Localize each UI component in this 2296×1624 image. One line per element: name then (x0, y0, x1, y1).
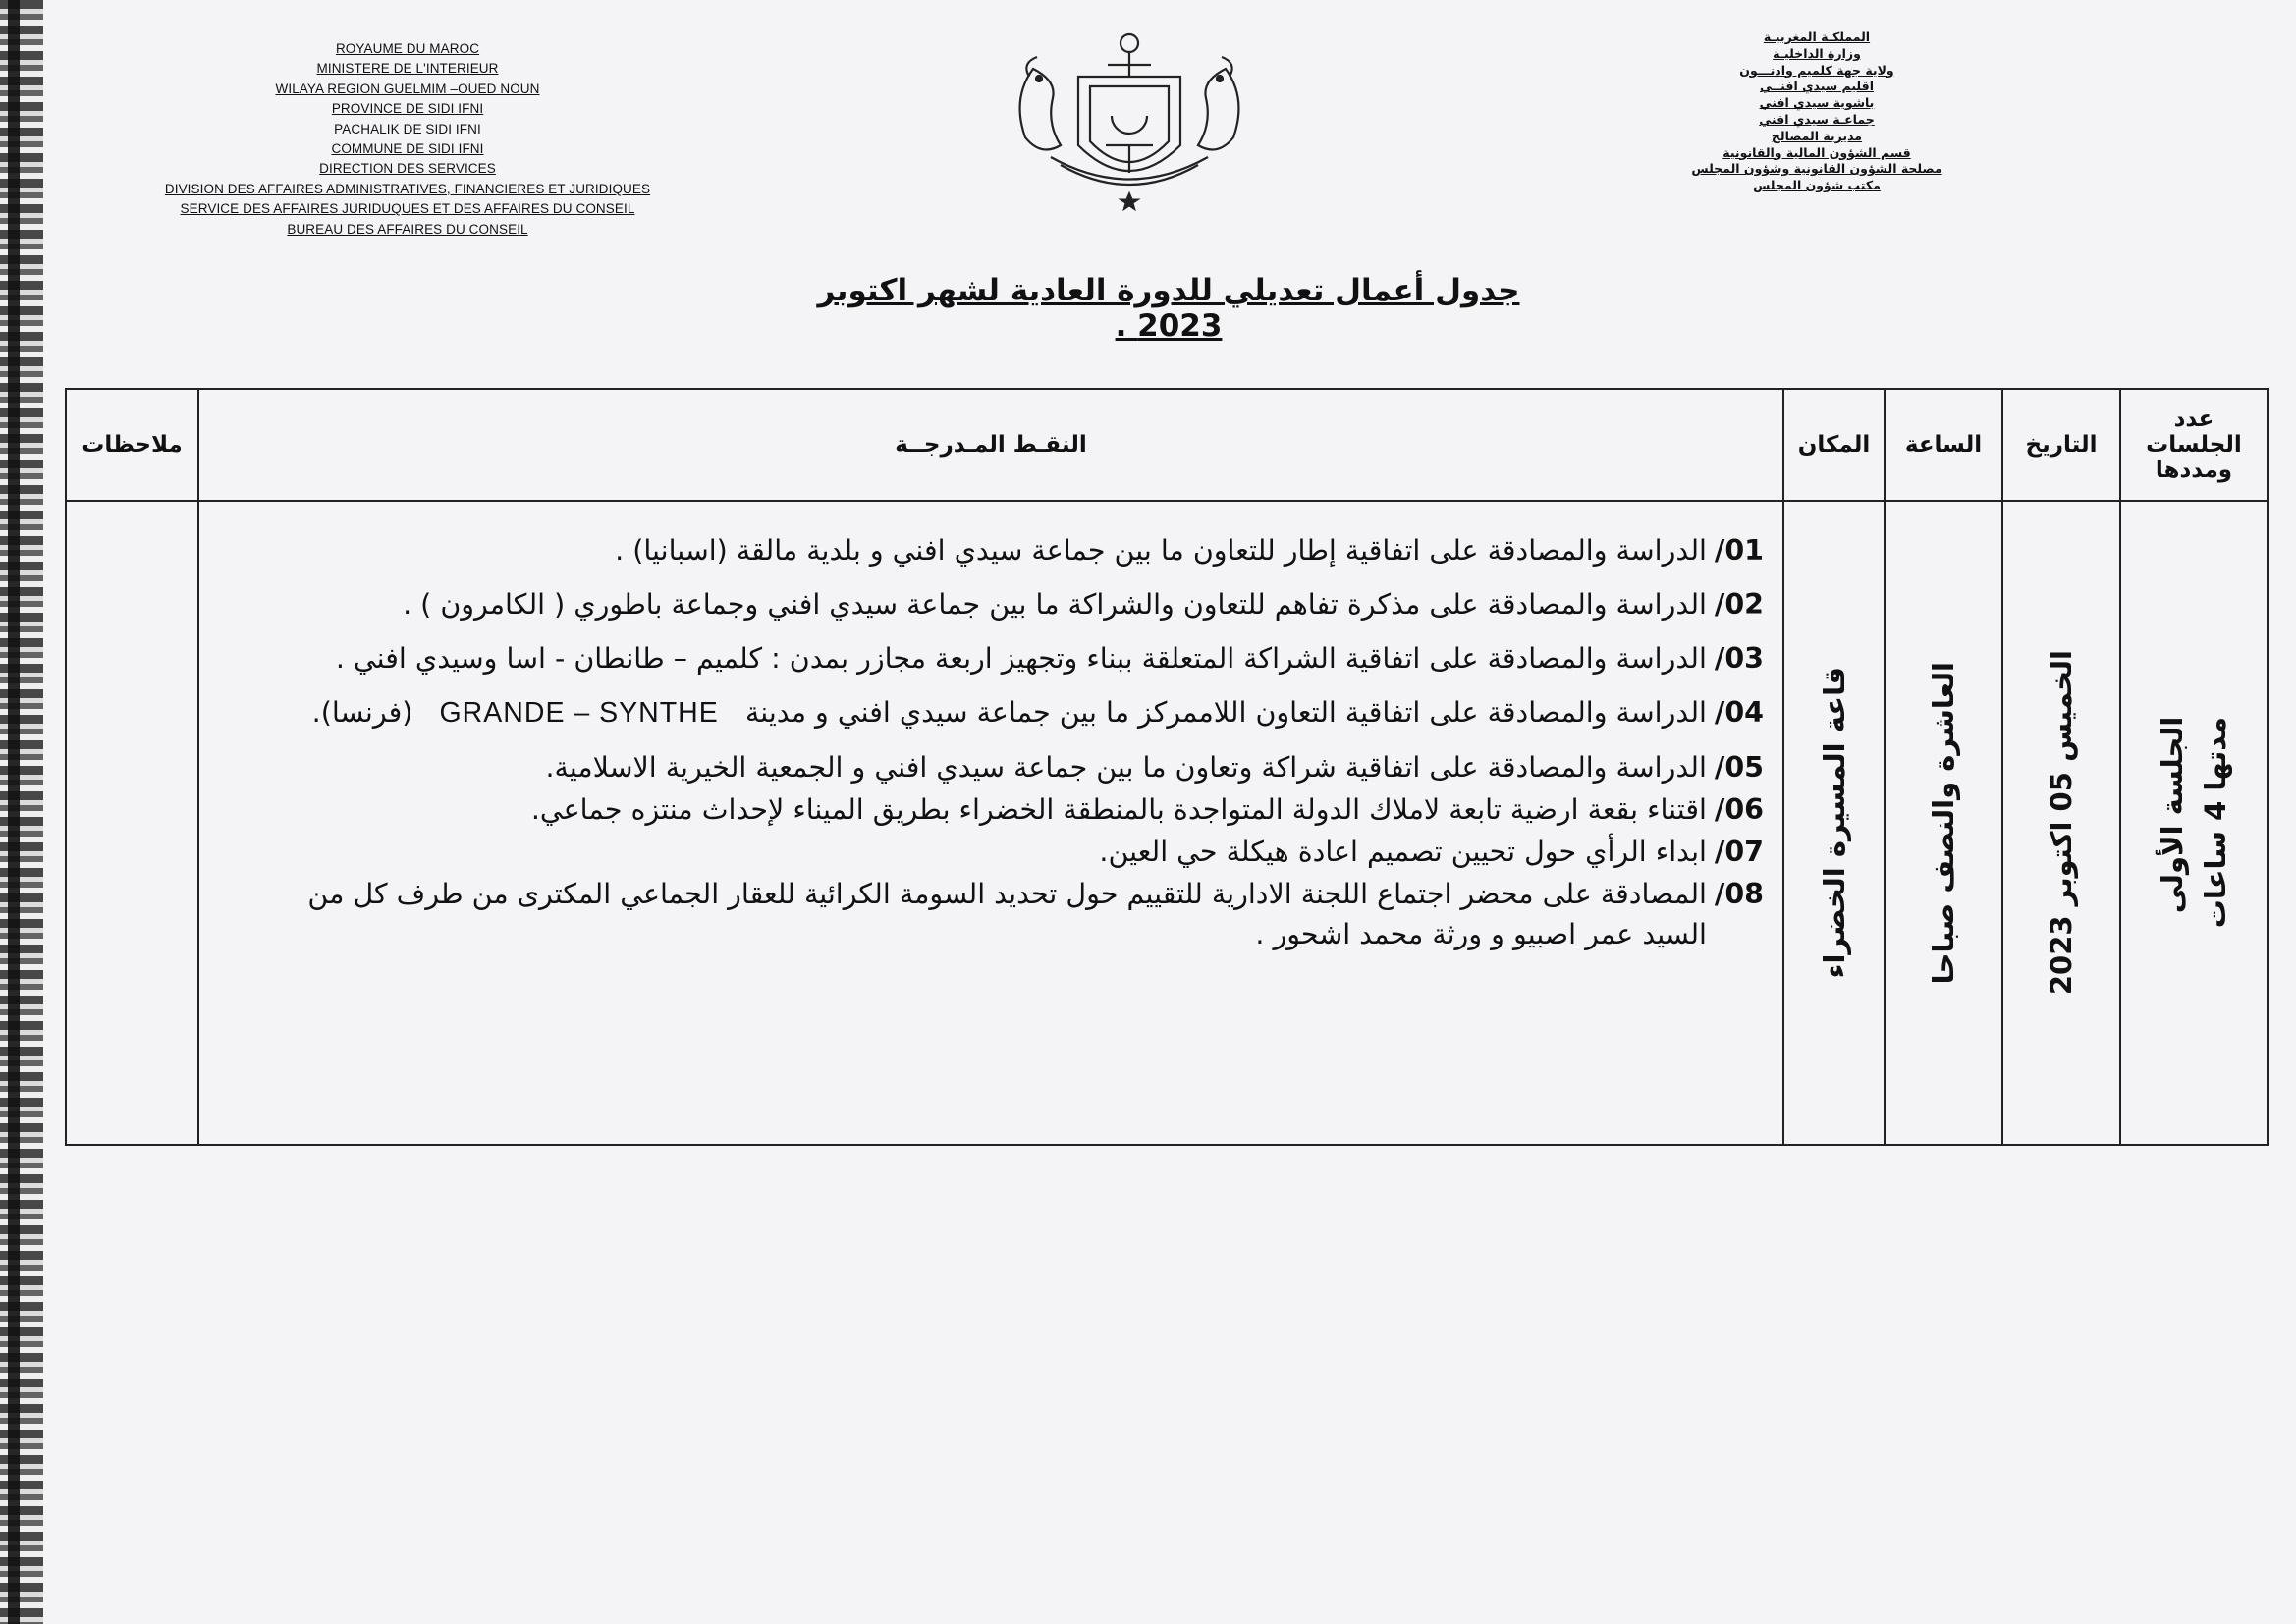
header-fr-line: PROVINCE DE SIDI IFNI (331, 101, 484, 117)
header-fr-line: DIVISION DES AFFAIRES ADMINISTRATIVES, FINANCIERES ET JURIDIQUES (164, 181, 651, 196)
header-fr-line: PACHALIK DE SIDI IFNI (334, 121, 481, 136)
header-items: النقـط المـدرجــة (198, 389, 1783, 501)
agenda-item (240, 530, 1764, 570)
header-ar-line: مكتب شؤون المجلس (1753, 178, 1881, 193)
header-sessions: عدد الجلسات ومددها (2120, 389, 2268, 501)
header-french (128, 39, 687, 240)
item-number: /05 (1714, 751, 1764, 785)
item-text: الدراسة والمصادقة على مذكرة تفاهم للتعاون والشراكة ما بين جماعة سيدي افني وجماعة باطوري ( الكامرون ) . (403, 588, 1707, 622)
header-ar-line: المملكـة المغربيـة (1763, 29, 1871, 44)
header-arabic (1660, 29, 1974, 194)
agenda-item (240, 692, 1764, 733)
cell-notes (66, 501, 198, 1145)
item-number: /03 (1714, 642, 1764, 676)
header-fr-line: BUREAU DES AFFAIRES DU CONSEIL (287, 221, 528, 237)
session-time: العاشرة والنصف صباحا (1927, 661, 1960, 985)
header-ar-line: وزارة الداخليـة (1773, 45, 1861, 61)
cell-session (2120, 501, 2268, 1145)
header-ar-line: مديرية المصالح (1771, 128, 1863, 143)
cell-date (2002, 501, 2120, 1145)
header-ar-line: باشوية سيدي افني (1759, 95, 1875, 111)
item-city-latin: GRANDE – SYNTHE (439, 697, 719, 730)
item-number: /01 (1714, 534, 1764, 567)
item-text-part: الدراسة والمصادقة على اتفاقية التعاون اللاممركز ما بين جماعة سيدي افني و مدينة (744, 696, 1707, 730)
agenda-item (240, 584, 1764, 624)
item-text: اقتناء بقعة ارضية تابعة لاملاك الدولة المتواجدة بالمنطقة الخضراء بطريق الميناء لإحداث منتزه جماعي. (530, 793, 1707, 827)
item-text: المصادقة على محضر اجتماع اللجنة الادارية للتقييم حول تحديد السومة الكرائية للعقار الجماعي المكترى من طرف كل من السيد عمر اصبيو و ورثة محمد اشحور . (307, 878, 1707, 951)
header-fr-line: MINISTERE DE L'INTERIEUR (316, 61, 499, 77)
session-place: قاعة المسيرة الخضراء (1817, 667, 1851, 979)
header-ar-line: قسم الشؤون المالية والقانونية (1722, 144, 1911, 160)
table-row (66, 501, 2268, 1145)
header-fr-line: DIRECTION DES SERVICES (319, 161, 496, 177)
item-text (312, 692, 1707, 733)
header-date: التاريخ (2002, 389, 2120, 501)
header-fr-line: WILAYA REGION GUELMIM –OUED NOUN (275, 81, 540, 96)
item-number: /04 (1714, 696, 1764, 730)
item-number: /07 (1714, 836, 1764, 869)
agenda-item (240, 832, 1764, 872)
agenda-item (240, 874, 1764, 954)
header-place: المكان (1783, 389, 1885, 501)
cell-time (1885, 501, 2002, 1145)
header-ar-line: ولاية جهة كلميم وادنـــون (1739, 62, 1894, 78)
item-text: الدراسة والمصادقة على اتفاقية شراكة وتعاون ما بين جماعة سيدي افني و الجمعية الخيرية الاسلامية. (545, 751, 1707, 785)
header-ar-line: جماعـة سيدي افني (1759, 111, 1875, 127)
agenda-table (65, 388, 2269, 1146)
header-fr-line: COMMUNE DE SIDI IFNI (331, 141, 484, 157)
session-date: الخميس 05 اكتوبر 2023 (2045, 650, 2078, 996)
item-text: ابداء الرأي حول تحيين تصميم اعادة هيكلة حي العين. (1099, 836, 1707, 869)
item-number: /08 (1714, 878, 1764, 911)
session-name: الجلسة الأولى (2156, 717, 2189, 914)
agenda-item (240, 638, 1764, 678)
session-duration: مدتها 4 ساعات (2199, 717, 2232, 929)
agenda-item (240, 789, 1764, 830)
item-text: الدراسة والمصادقة على اتفاقية إطار للتعاون ما بين جماعة سيدي افني و بلدية مالقة (اسبانيا) . (615, 534, 1707, 567)
agenda-item (240, 747, 1764, 787)
header-ar-line: مصلحة الشؤون القانونية وشؤون المجلس (1691, 161, 1942, 177)
header-fr-line: ROYAUME DU MAROC (335, 41, 480, 56)
header-time: الساعة (1885, 389, 2002, 501)
header-notes: ملاحظات (66, 389, 198, 501)
header-ar-line: اقليم سيدي افنــي (1759, 79, 1874, 94)
scan-binding-edge-dark (8, 0, 20, 1624)
scan-binding-edge (0, 0, 43, 1624)
municipal-emblem-icon (982, 29, 1277, 211)
item-number: /06 (1714, 793, 1764, 827)
cell-place (1783, 501, 1885, 1145)
cell-items (198, 501, 1783, 1145)
item-text: الدراسة والمصادقة على اتفاقية الشراكة المتعلقة ببناء وتجهيز اربعة مجازر بمدن : كلميم – طانطان - اسا وسيدي افني . (335, 642, 1707, 676)
table-header-row (66, 389, 2268, 501)
header-fr-line: SERVICE DES AFFAIRES JURIDUQUES ET DES AFFAIRES DU CONSEIL (180, 201, 635, 217)
item-text-part: (فرنسا). (311, 696, 413, 730)
document-title: جدول أعمال تعديلي للدورة العادية لشهر اكتوبر 2023 . (817, 273, 1520, 344)
item-number: /02 (1714, 588, 1764, 622)
